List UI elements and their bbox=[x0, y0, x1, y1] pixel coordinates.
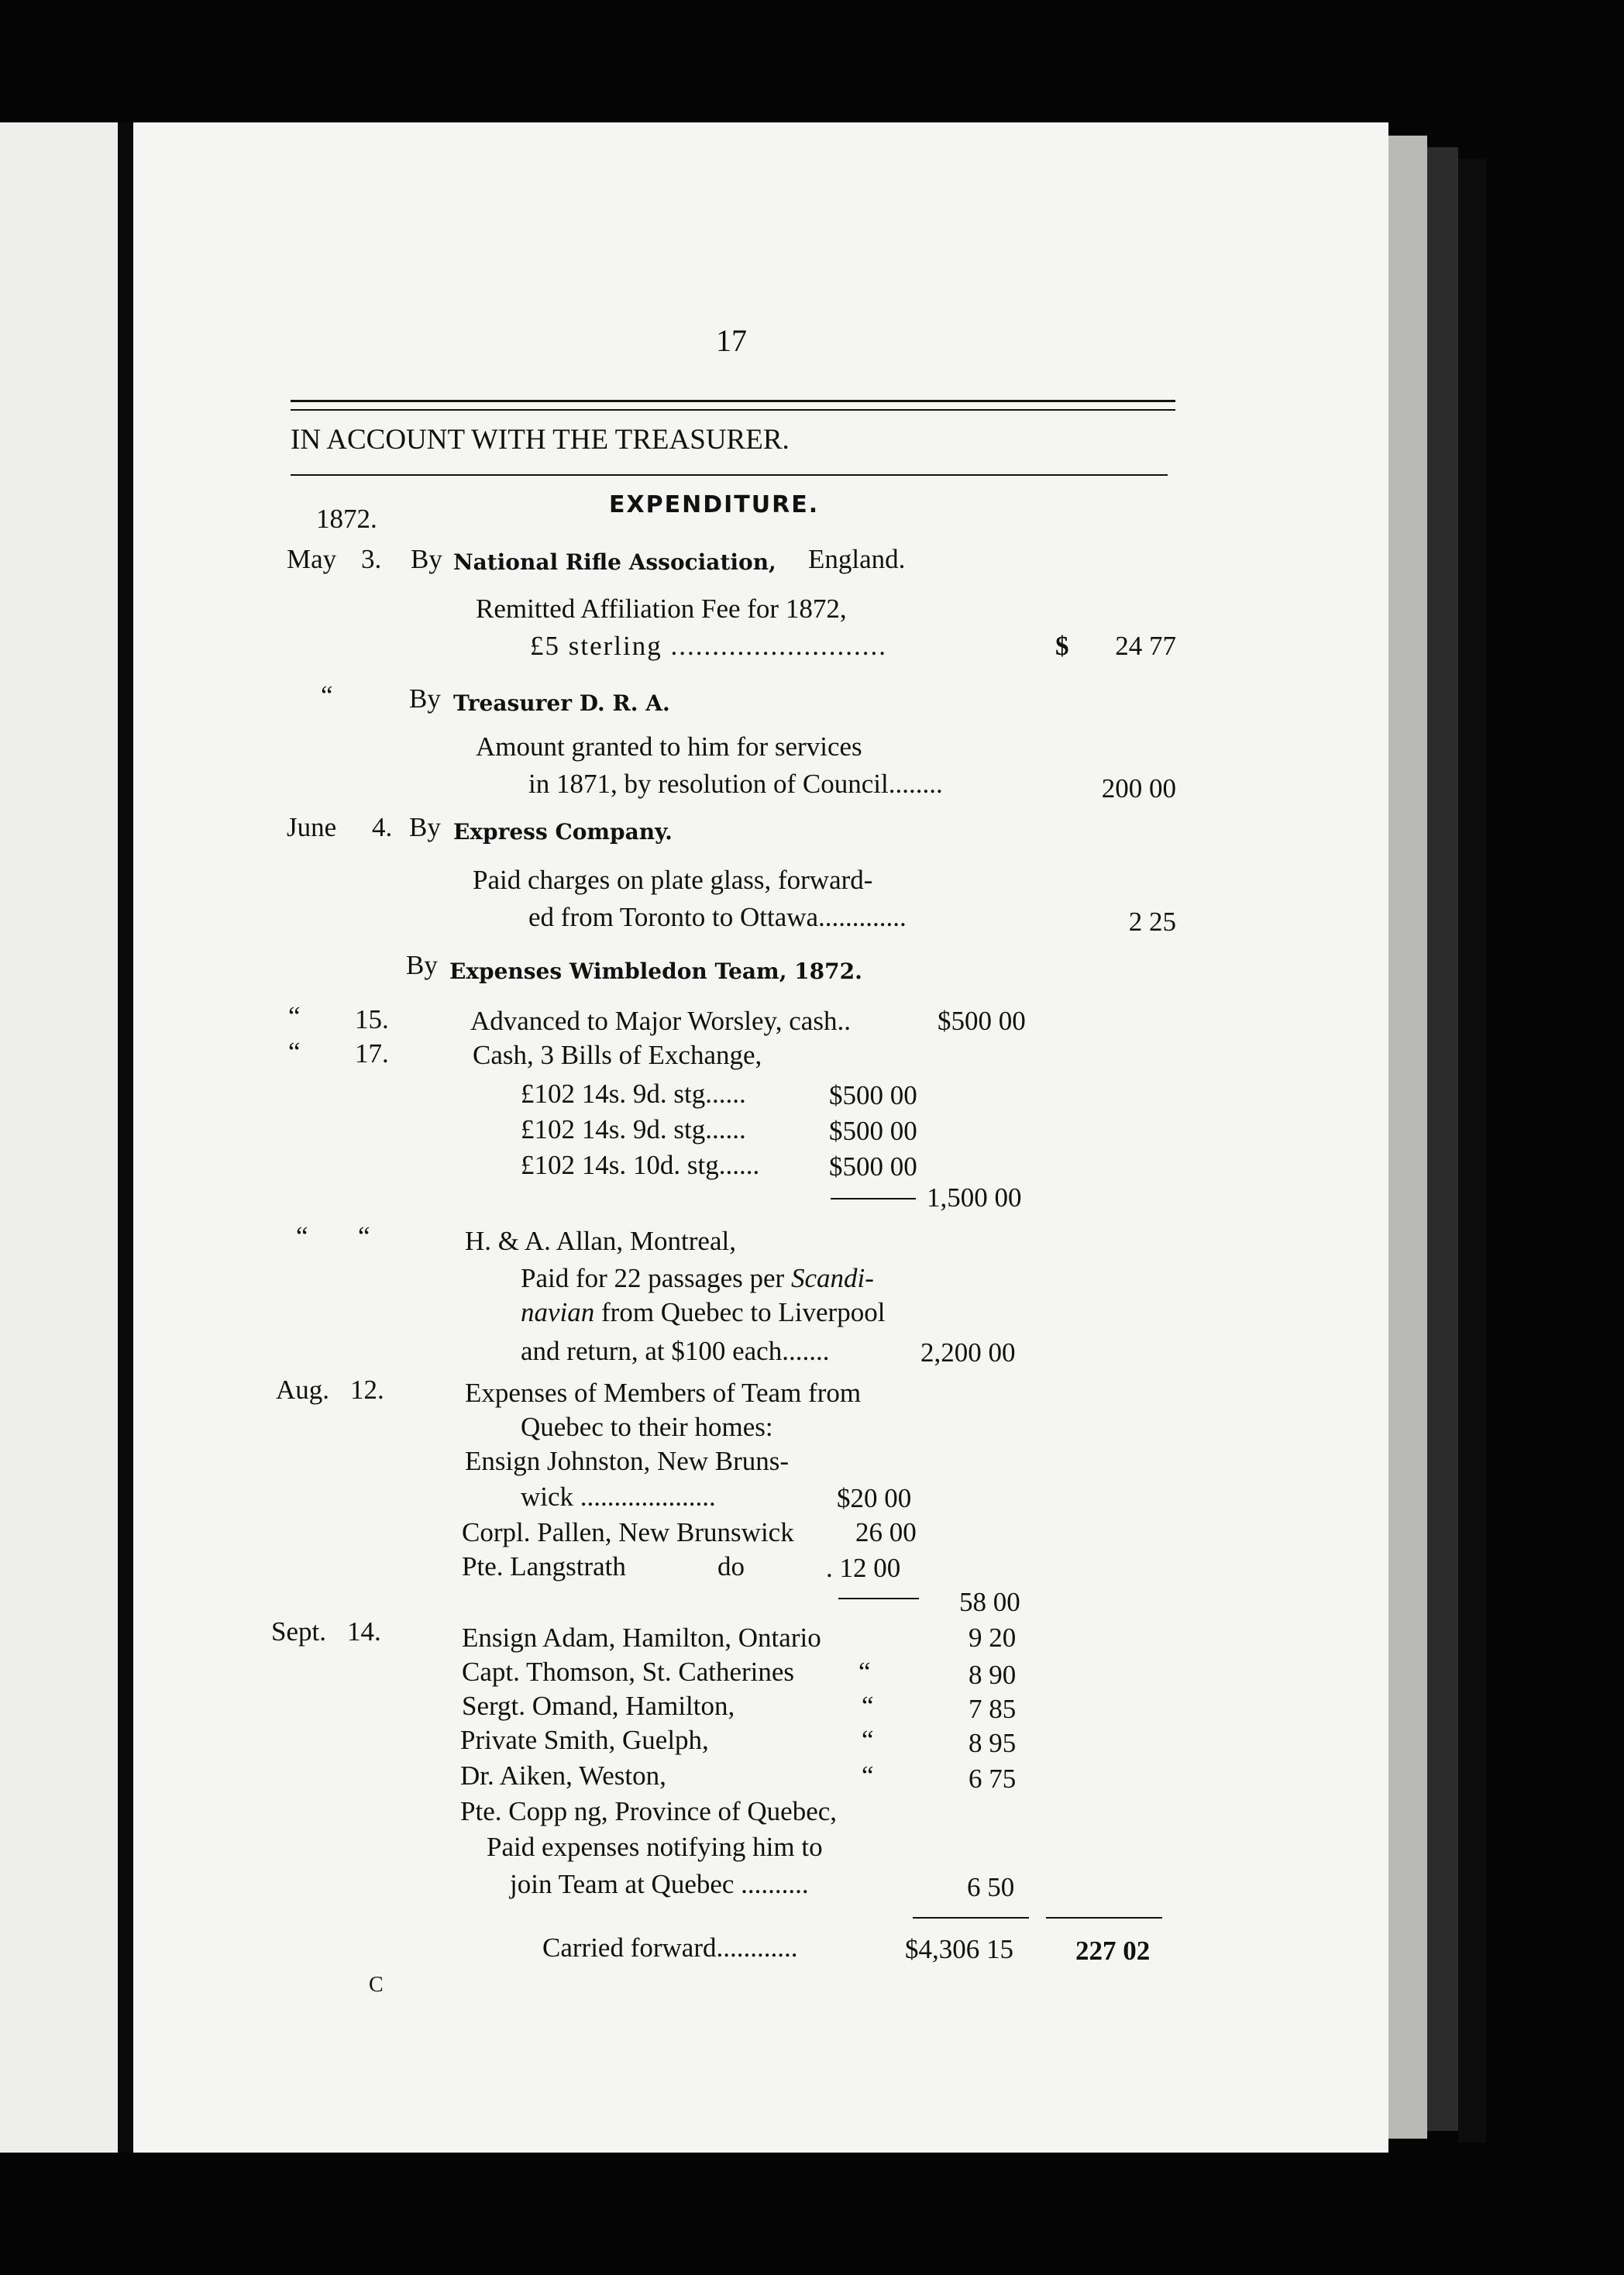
entry-line: £5 sterling .......................... bbox=[530, 631, 887, 661]
amount: 6 50 bbox=[967, 1872, 1015, 1902]
total-rule bbox=[913, 1917, 1029, 1919]
entry-line: Remitted Affiliation Fee for 1872, bbox=[476, 594, 847, 624]
date-month: Aug. bbox=[276, 1375, 330, 1405]
ditto-mark: “ bbox=[858, 1657, 871, 1687]
date-month: June bbox=[287, 812, 337, 842]
entry-line: join Team at Quebec .......... bbox=[510, 1869, 809, 1899]
payee: Treasurer D. R. A. bbox=[453, 690, 670, 716]
entry-line: Private Smith, Guelph, bbox=[460, 1725, 709, 1755]
date-day: 14. bbox=[347, 1616, 381, 1647]
amount: 24 77 bbox=[1115, 631, 1176, 661]
entry-line: Dr. Aiken, Weston, bbox=[460, 1760, 666, 1791]
by-label: By bbox=[406, 950, 438, 980]
entry-line: Advanced to Major Worsley, cash.. bbox=[470, 1006, 851, 1036]
amount: 26 00 bbox=[855, 1517, 917, 1547]
entry-line: Ensign Adam, Hamilton, Ontario bbox=[462, 1623, 821, 1653]
entry-line: £102 14s. 9d. stg...... bbox=[521, 1079, 746, 1109]
payee-place: England. bbox=[808, 544, 906, 574]
section-title: EXPENDITURE. bbox=[609, 491, 820, 518]
entry-line: £102 14s. 10d. stg...... bbox=[521, 1150, 760, 1180]
ditto-mark: “ bbox=[862, 1725, 874, 1755]
left-page bbox=[0, 122, 118, 2153]
amount: 8 95 bbox=[969, 1728, 1017, 1758]
ditto-do: do bbox=[717, 1551, 745, 1581]
date-day: 3. bbox=[361, 544, 382, 574]
total-amount: 227 02 bbox=[1075, 1936, 1151, 1966]
page-edge-shadow bbox=[1427, 147, 1458, 2131]
entry-line: Paid expenses notifying him to bbox=[487, 1832, 823, 1862]
payee: Express Company. bbox=[453, 819, 673, 845]
entry-line: Paid charges on plate glass, forward- bbox=[473, 865, 873, 895]
amount: $500 00 bbox=[829, 1151, 917, 1182]
amount: 7 85 bbox=[969, 1694, 1017, 1724]
entry-line: Expenses of Members of Team from bbox=[465, 1378, 862, 1408]
entry-line: wick .................... bbox=[521, 1482, 716, 1512]
ditto-mark: “ bbox=[862, 1760, 874, 1791]
ditto-mark: “ bbox=[288, 1037, 301, 1067]
dollar-sign: $ bbox=[1055, 631, 1069, 661]
book-gutter bbox=[118, 122, 133, 2153]
date-month: May bbox=[287, 544, 337, 574]
year: 1872. bbox=[316, 504, 377, 534]
by-label: By bbox=[409, 683, 441, 714]
entry-line: Pte. Langstrath bbox=[462, 1551, 626, 1581]
entry-line: ed from Toronto to Ottawa............. bbox=[528, 902, 907, 932]
by-label: By bbox=[411, 544, 442, 574]
carried-forward-label: Carried forward............ bbox=[542, 1933, 798, 1963]
amount: 2 25 bbox=[1128, 907, 1176, 937]
entry-line: H. & A. Allan, Montreal, bbox=[465, 1226, 736, 1256]
date-day: 12. bbox=[350, 1375, 384, 1405]
entry-line bbox=[521, 1261, 874, 1296]
date-month: Sept. bbox=[271, 1616, 326, 1647]
amount: . 12 00 bbox=[826, 1553, 901, 1583]
entry-line: £102 14s. 9d. stg...... bbox=[521, 1114, 746, 1144]
header-rule-top bbox=[291, 400, 1175, 402]
entry-line: and return, at $100 each....... bbox=[521, 1336, 830, 1366]
amount: 8 90 bbox=[969, 1660, 1017, 1690]
subtotal-rule bbox=[831, 1198, 916, 1199]
amount: 1,500 00 bbox=[927, 1182, 1022, 1213]
ditto-mark: “ bbox=[358, 1221, 370, 1251]
entry-line: Quebec to their homes: bbox=[521, 1412, 773, 1442]
amount: $500 00 bbox=[829, 1080, 917, 1110]
ditto-mark: “ bbox=[321, 680, 333, 711]
ditto-mark: “ bbox=[862, 1691, 874, 1721]
amount: 200 00 bbox=[1101, 773, 1176, 804]
header-rule-bottom bbox=[291, 409, 1175, 411]
amount: $500 00 bbox=[938, 1006, 1026, 1036]
page-number: 17 bbox=[716, 323, 747, 358]
page-edge bbox=[1388, 136, 1427, 2139]
payee: National Rifle Association, bbox=[453, 549, 776, 575]
ship-name: navian bbox=[521, 1297, 595, 1327]
entry-text: Paid for 22 passages per bbox=[521, 1263, 791, 1293]
amount: $500 00 bbox=[829, 1116, 917, 1146]
entry-line: in 1871, by resolution of Council........ bbox=[528, 769, 943, 799]
header-underline bbox=[291, 474, 1168, 476]
ditto-mark: “ bbox=[296, 1221, 308, 1251]
by-label: By bbox=[409, 812, 441, 842]
entry-line: Pte. Copp ng, Province of Quebec, bbox=[460, 1796, 838, 1826]
amount: 58 00 bbox=[959, 1587, 1020, 1617]
entry-line: Capt. Thomson, St. Catherines bbox=[462, 1657, 795, 1687]
subtotal-rule bbox=[838, 1598, 919, 1599]
signature-mark: C bbox=[369, 1973, 384, 1997]
entry-text: from Quebec to Liverpool bbox=[594, 1297, 886, 1327]
ship-name: Scandi- bbox=[790, 1263, 874, 1293]
header-title: IN ACCOUNT WITH THE TREASURER. bbox=[291, 424, 790, 456]
payee: Expenses Wimbledon Team, 1872. bbox=[449, 959, 862, 984]
date-day: 17. bbox=[355, 1038, 389, 1069]
amount: 2,200 00 bbox=[920, 1337, 1016, 1368]
date-day: 15. bbox=[355, 1004, 389, 1034]
amount: 9 20 bbox=[969, 1623, 1017, 1653]
date-day: 4. bbox=[372, 812, 393, 842]
entry-line: Amount granted to him for services bbox=[476, 731, 862, 762]
amount: $20 00 bbox=[837, 1483, 912, 1513]
entry-line: Sergt. Omand, Hamilton, bbox=[462, 1691, 735, 1721]
ditto-mark: “ bbox=[288, 1001, 301, 1031]
entry-line: Ensign Johnston, New Bruns- bbox=[465, 1446, 790, 1476]
entry-line: Cash, 3 Bills of Exchange, bbox=[473, 1040, 762, 1070]
amount: 6 75 bbox=[969, 1764, 1017, 1794]
book-cover bbox=[1458, 159, 1486, 2142]
total-rule bbox=[1046, 1917, 1162, 1919]
total-amount: $4,306 15 bbox=[905, 1934, 1013, 1964]
entry-line bbox=[521, 1296, 885, 1330]
entry-line: Corpl. Pallen, New Brunswick bbox=[462, 1517, 794, 1547]
